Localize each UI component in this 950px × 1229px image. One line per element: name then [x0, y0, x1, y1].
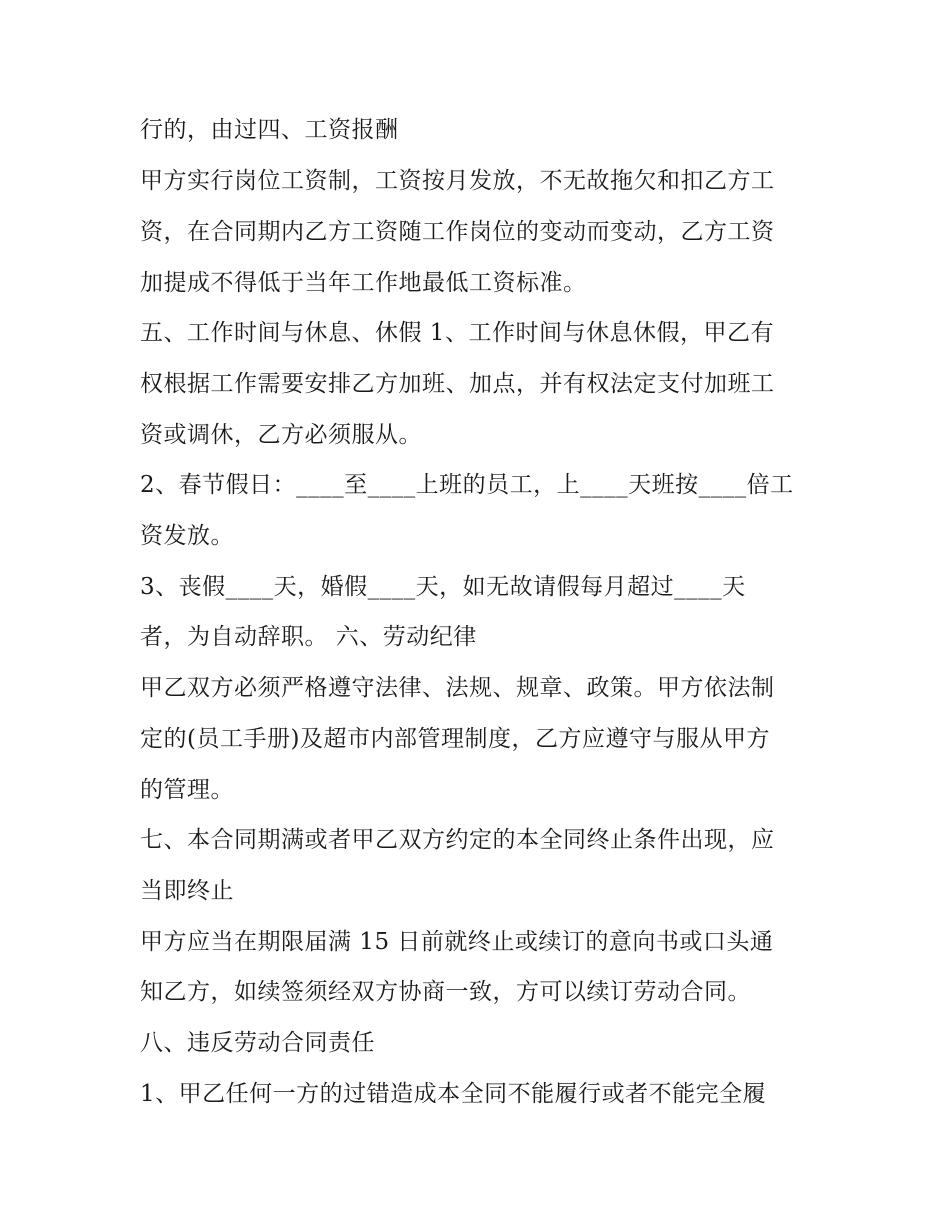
text-line: 资发放。 — [140, 523, 234, 549]
text-line: 行的，由过四、工资报酬 — [140, 117, 399, 143]
text-line: 的管理。 — [140, 777, 234, 803]
text-line: 定的(员工手册)及超市内部管理制度，乙方应遵守与服从甲方 — [140, 726, 770, 752]
text-line: 资或调休，乙方必须服从。 — [140, 422, 422, 448]
text-line: 知乙方，如续签须经双方协商一致，方可以续订劳动合同。 — [140, 979, 751, 1005]
text-line: 资，在合同期内乙方工资随工作岗位的变动而变动，乙方工资 — [140, 219, 775, 245]
text-line: 者，为自动辞职。 六、劳动纪律 — [140, 624, 477, 650]
text-line: 权根据工作需要安排乙方加班、加点，并有权法定支付加班工 — [140, 371, 775, 397]
text-line: 八、违反劳动合同责任 — [140, 1030, 375, 1056]
text-line: 1、甲乙任何一方的过错造成本全同不能履行或者不能完全履 — [140, 1081, 767, 1107]
text-line: 3、丧假____天，婚假____天，如无故请假每月超过____天 — [140, 574, 746, 600]
text-line: 2、春节假日：____至____上班的员工，上____天班按____倍工 — [140, 472, 794, 498]
text-line: 当即终止 — [140, 878, 234, 904]
text-line: 加提成不得低于当年工作地最低工资标准。 — [140, 270, 587, 296]
text-line: 五、工作时间与休息、休假 1、工作时间与休息休假，甲乙有 — [140, 320, 774, 346]
text-line: 七、本合同期满或者甲乙双方约定的本全同终止条件出现，应 — [140, 827, 775, 853]
text-line: 甲方应当在期限届满 15 日前就终止或续订的意向书或口头通 — [140, 929, 774, 955]
text-line: 甲方实行岗位工资制，工资按月发放，不无故拖欠和扣乙方工 — [140, 168, 775, 194]
text-line: 甲乙双方必须严格遵守法律、法规、规章、政策。甲方依法制 — [140, 675, 775, 701]
